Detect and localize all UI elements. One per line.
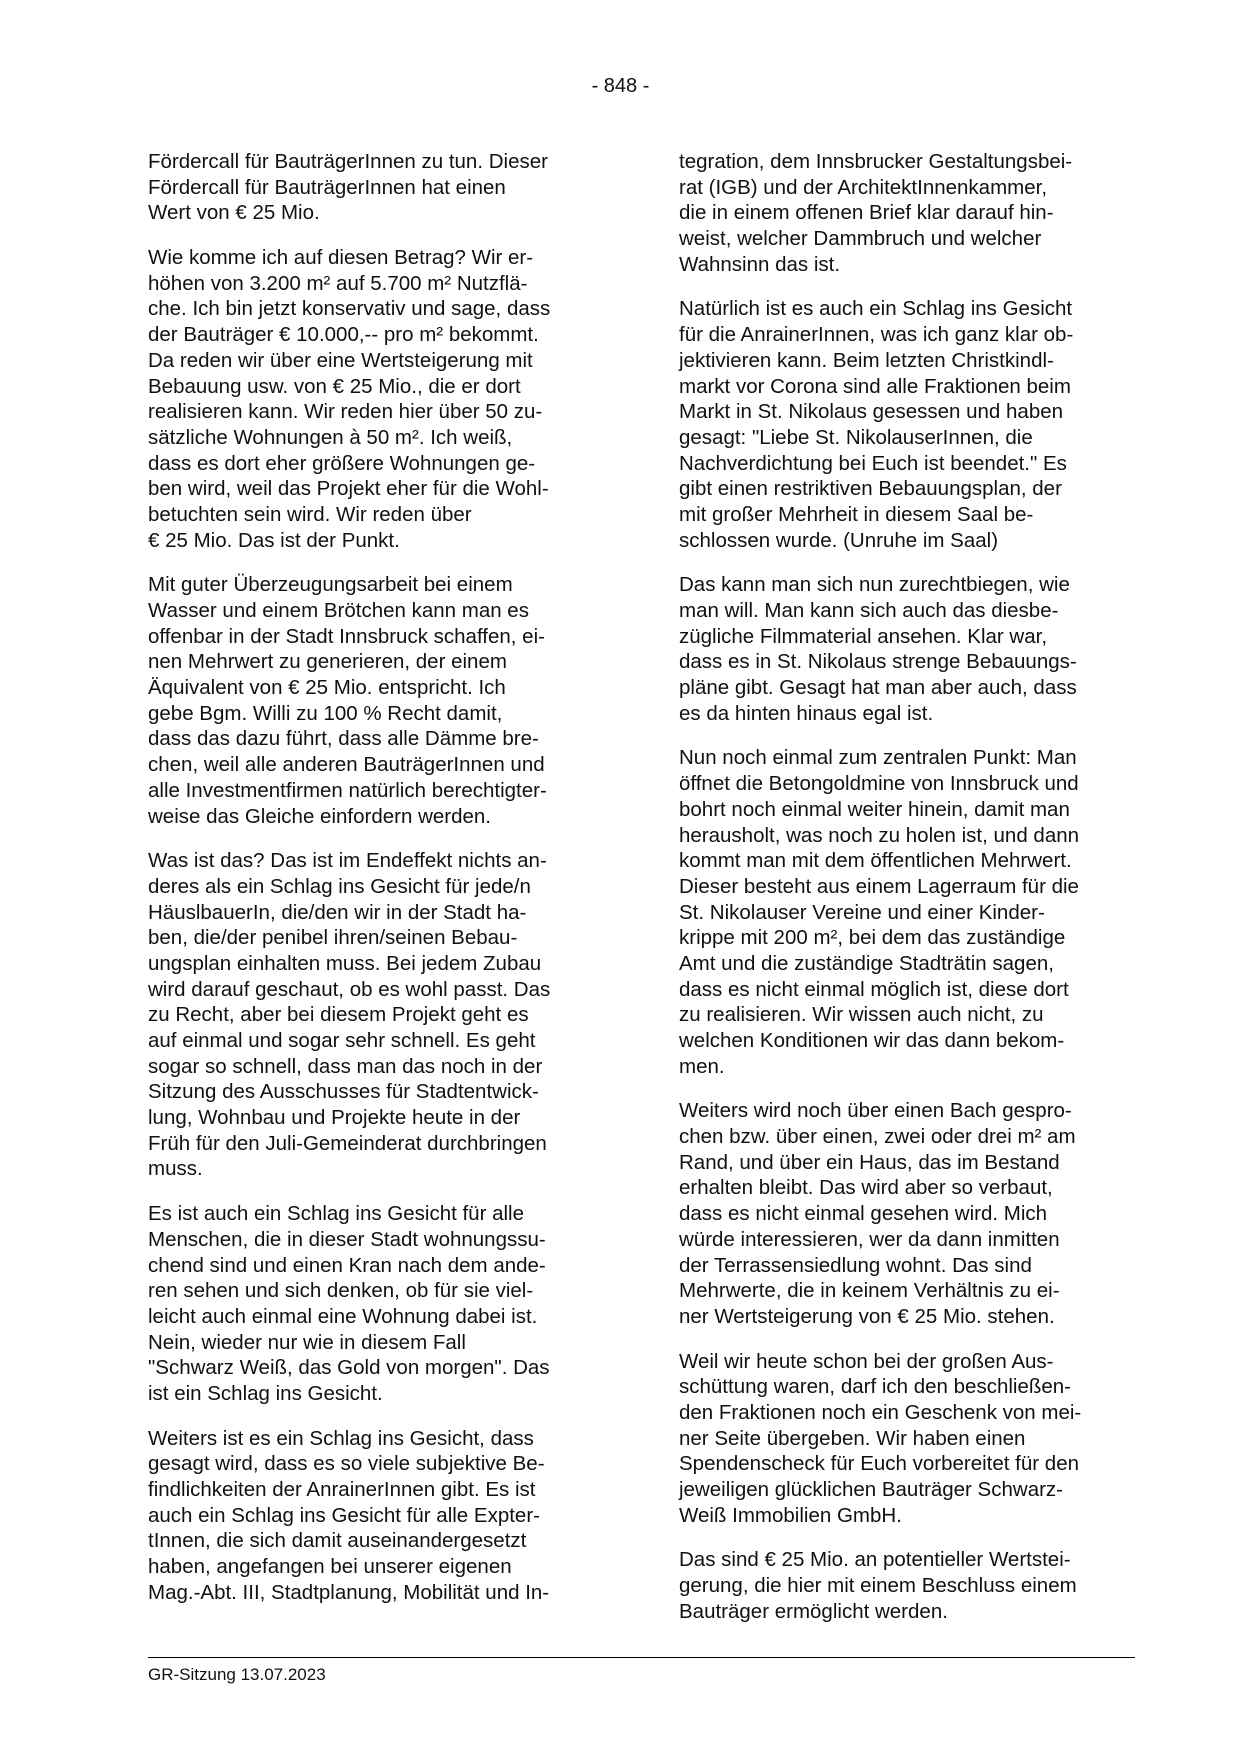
text-line: öffnet die Betongoldmine von Innsbruck und bbox=[679, 772, 1079, 796]
text-line: chend sind und einen Kran nach dem ande- bbox=[148, 1253, 546, 1277]
text-line: auch ein Schlag ins Gesicht für alle Expter- bbox=[148, 1503, 540, 1527]
text-line: dass es dort eher größere Wohnungen ge- bbox=[148, 451, 536, 475]
text-line: Sitzung des Ausschusses für Stadtentwick- bbox=[148, 1080, 539, 1104]
text-line: Mit guter Überzeugungsarbeit bei einem bbox=[148, 573, 513, 597]
text-line: Weiters wird noch über einen Bach gespro- bbox=[679, 1099, 1072, 1123]
text-line: chen bzw. über einen, zwei oder drei m² am bbox=[679, 1125, 1076, 1149]
text-line: ren sehen und sich denken, ob für sie viel- bbox=[148, 1279, 534, 1303]
footer-rule bbox=[148, 1657, 1135, 1658]
paragraph bbox=[148, 848, 618, 1182]
text-line: Amt und die zuständige Stadträtin sagen, bbox=[679, 951, 1054, 975]
text-line: ben wird, weil das Projekt eher für die Wohl- bbox=[148, 477, 549, 501]
text-line: gibt einen restriktiven Bebauungsplan, der bbox=[679, 477, 1062, 501]
text-line: Wahnsinn das ist. bbox=[679, 252, 841, 276]
text-line: man will. Man kann sich auch das diesbe- bbox=[679, 599, 1059, 622]
text-line: Es ist auch ein Schlag ins Gesicht für alle bbox=[148, 1202, 525, 1226]
text-line: "Schwarz Weiß, das Gold von morgen". Das bbox=[148, 1356, 550, 1380]
text-line: schüttung waren, darf ich den beschließen- bbox=[679, 1375, 1072, 1399]
text-line: Menschen, die in dieser Stadt wohnungssu- bbox=[148, 1227, 546, 1251]
text-line: höhen von 3.200 m² auf 5.700 m² Nutzflä- bbox=[148, 271, 528, 295]
text-line: sogar so schnell, dass man das noch in der bbox=[148, 1054, 543, 1078]
text-line: jeweiligen glücklichen Bauträger Schwarz- bbox=[679, 1478, 1063, 1501]
text-line: wird darauf geschaut, ob es wohl passt. Das bbox=[148, 977, 551, 1001]
text-line: ner Wertsteigerung von € 25 Mio. stehen. bbox=[679, 1304, 1055, 1328]
text-line: ungsplan einhalten muss. Bei jedem Zubau bbox=[148, 951, 542, 975]
text-line: Bauträger ermöglicht werden. bbox=[679, 1599, 948, 1623]
text-line: der Bauträger € 10.000,-- pro m² bekommt. bbox=[148, 323, 539, 347]
text-line: gebe Bgm. Willi zu 100 % Recht damit, bbox=[148, 701, 503, 725]
text-line: für die AnrainerInnen, was ich ganz klar ob- bbox=[679, 323, 1074, 347]
paragraph bbox=[148, 1201, 618, 1407]
text-line: Fördercall für BauträgerInnen zu tun. Dieser bbox=[148, 150, 548, 173]
text-line: offenbar in der Stadt Innsbruck schaffen, ei- bbox=[148, 624, 545, 648]
text-line: dass es nicht einmal gesehen wird. Mich bbox=[679, 1202, 1048, 1226]
text-line: erhalten bleibt. Das wird aber so verbaut, bbox=[679, 1176, 1053, 1200]
text-line: Fördercall für BauträgerInnen hat einen bbox=[148, 175, 506, 199]
text-line: alle Investmentfirmen natürlich berechtigter- bbox=[148, 778, 547, 802]
text-line: leicht auch einmal eine Wohnung dabei ist. bbox=[148, 1304, 538, 1328]
paragraph bbox=[148, 572, 618, 829]
paragraph bbox=[679, 745, 1149, 1079]
text-line: Das sind € 25 Mio. an potentieller Wertstei- bbox=[679, 1548, 1071, 1572]
text-line: Mag.-Abt. III, Stadtplanung, Mobilität und In- bbox=[148, 1580, 550, 1604]
text-line: gerung, die hier mit einem Beschluss einem bbox=[679, 1574, 1077, 1598]
text-line: betuchten sein wird. Wir reden über bbox=[148, 502, 472, 526]
text-line: deres als ein Schlag ins Gesicht für jede/n bbox=[148, 874, 531, 898]
text-line: jektivieren kann. Beim letzten Christkindl- bbox=[679, 348, 1054, 372]
text-line: men. bbox=[679, 1054, 725, 1078]
footer-text: GR-Sitzung 13.07.2023 bbox=[148, 1665, 326, 1684]
paragraph bbox=[148, 245, 618, 553]
text-line: Wasser und einem Brötchen kann man es bbox=[148, 599, 529, 622]
text-line: Rand, und über ein Haus, das im Bestand bbox=[679, 1150, 1060, 1174]
text-line: muss. bbox=[148, 1157, 203, 1181]
text-line: dass es nicht einmal möglich ist, diese dort bbox=[679, 977, 1069, 1001]
text-line: den Fraktionen noch ein Geschenk von mei- bbox=[679, 1400, 1082, 1424]
paragraph bbox=[679, 149, 1149, 277]
text-line: Was ist das? Das ist im Endeffekt nichts an- bbox=[148, 849, 547, 873]
text-line: rat (IGB) und der ArchitektInnenkammer, bbox=[679, 175, 1048, 199]
paragraph bbox=[679, 572, 1149, 726]
text-line: Früh für den Juli-Gemeinderat durchbringen bbox=[148, 1131, 547, 1155]
text-line: Wie komme ich auf diesen Betrag? Wir er- bbox=[148, 246, 534, 270]
text-line: krippe mit 200 m², bei dem das zuständige bbox=[679, 926, 1066, 950]
text-line: auf einmal und sogar sehr schnell. Es geht bbox=[148, 1029, 536, 1052]
text-line: Wert von € 25 Mio. bbox=[148, 201, 320, 225]
text-line: markt vor Corona sind alle Fraktionen beim bbox=[679, 374, 1071, 398]
text-line: es da hinten hinaus egal ist. bbox=[679, 701, 934, 725]
left-column bbox=[148, 149, 618, 1624]
paragraph bbox=[679, 1098, 1149, 1329]
text-line: die in einem offenen Brief klar darauf hin- bbox=[679, 201, 1054, 225]
text-line: ben, die/der penibel ihren/seinen Bebau- bbox=[148, 926, 518, 950]
text-line: weise das Gleiche einfordern werden. bbox=[148, 804, 491, 828]
paragraph bbox=[148, 1426, 618, 1606]
text-line: findlichkeiten der AnrainerInnen gibt. Es ist bbox=[148, 1478, 536, 1501]
text-line: zügliche Filmmaterial ansehen. Klar war, bbox=[679, 624, 1048, 648]
paragraph bbox=[679, 296, 1149, 553]
text-line: Natürlich ist es auch ein Schlag ins Gesicht bbox=[679, 297, 1073, 321]
paragraph bbox=[679, 1349, 1149, 1529]
text-line: würde interessieren, wer da dann inmitten bbox=[679, 1227, 1060, 1251]
text-line: tInnen, die sich damit auseinandergesetzt bbox=[148, 1529, 527, 1553]
text-line: der Terrassensiedlung wohnt. Das sind bbox=[679, 1253, 1032, 1277]
text-line: schlossen wurde. (Unruhe im Saal) bbox=[679, 528, 999, 552]
text-line: Markt in St. Nikolaus gesessen und haben bbox=[679, 400, 1064, 424]
text-line: ist ein Schlag ins Gesicht. bbox=[148, 1381, 383, 1405]
text-line: kommt man mit dem öffentlichen Mehrwert. bbox=[679, 849, 1072, 873]
text-line: realisieren kann. Wir reden hier über 50 zu- bbox=[148, 400, 543, 424]
text-line: HäuslbauerIn, die/den wir in der Stadt ha- bbox=[148, 900, 527, 924]
text-line: herausholt, was noch zu holen ist, und dann bbox=[679, 823, 1080, 847]
paragraph bbox=[679, 1547, 1149, 1624]
text-line: € 25 Mio. Das ist der Punkt. bbox=[148, 528, 400, 552]
text-line: nen Mehrwert zu generieren, der einem bbox=[148, 650, 507, 674]
text-line: zu realisieren. Wir wissen auch nicht, zu bbox=[679, 1003, 1044, 1027]
text-line: Weiß Immobilien GmbH. bbox=[679, 1503, 902, 1527]
text-line: tegration, dem Innsbrucker Gestaltungsbei- bbox=[679, 150, 1073, 173]
text-line: Bebauung usw. von € 25 Mio., die er dort bbox=[148, 374, 521, 398]
text-line: zu Recht, aber bei diesem Projekt geht es bbox=[148, 1003, 529, 1027]
text-line: Weiters ist es ein Schlag ins Gesicht, dass bbox=[148, 1426, 534, 1450]
text-line: Das kann man sich nun zurechtbiegen, wie bbox=[679, 573, 1070, 597]
text-line: chen, weil alle anderen BauträgerInnen und bbox=[148, 753, 545, 777]
text-line: Äquivalent von € 25 Mio. entspricht. Ich bbox=[148, 676, 506, 700]
text-line: Mehrwerte, die in keinem Verhältnis zu ei- bbox=[679, 1279, 1060, 1303]
text-line: Nun noch einmal zum zentralen Punkt: Man bbox=[679, 746, 1077, 770]
text-line: Spendenscheck für Euch vorbereitet für den bbox=[679, 1452, 1079, 1476]
text-line: St. Nikolauser Vereine und einer Kinder- bbox=[679, 900, 1045, 924]
text-line: haben, angefangen bei unserer eigenen bbox=[148, 1555, 512, 1579]
text-line: mit großer Mehrheit in diesem Saal be- bbox=[679, 502, 1034, 526]
text-line: lung, Wohnbau und Projekte heute in der bbox=[148, 1106, 521, 1130]
text-line: sätzliche Wohnungen à 50 m². Ich weiß, bbox=[148, 425, 513, 449]
text-line: Da reden wir über eine Wertsteigerung mit bbox=[148, 348, 533, 372]
text-line: gesagt: "Liebe St. NikolauserInnen, die bbox=[679, 425, 1033, 449]
text-line: che. Ich bin jetzt konservativ und sage, dass bbox=[148, 297, 551, 321]
text-line: gesagt wird, dass es so viele subjektive Be- bbox=[148, 1452, 545, 1476]
text-line: Nein, wieder nur wie in diesem Fall bbox=[148, 1330, 466, 1354]
text-line: weist, welcher Dammbruch und welcher bbox=[679, 227, 1042, 251]
text-line: Nachverdichtung bei Euch ist beendet." Es bbox=[679, 451, 1067, 475]
text-line: dass das dazu führt, dass alle Dämme bre- bbox=[148, 727, 539, 751]
text-line: pläne gibt. Gesagt hat man aber auch, dass bbox=[679, 676, 1077, 700]
text-line: ner Seite übergeben. Wir haben einen bbox=[679, 1426, 1026, 1450]
text-line: Dieser besteht aus einem Lagerraum für die bbox=[679, 874, 1079, 898]
paragraph bbox=[148, 149, 618, 226]
right-column bbox=[679, 149, 1149, 1643]
text-line: bohrt noch einmal weiter hinein, damit man bbox=[679, 797, 1070, 821]
text-line: dass es in St. Nikolaus strenge Bebauungs- bbox=[679, 650, 1077, 674]
text-line: welchen Konditionen wir das dann bekom- bbox=[679, 1029, 1065, 1052]
page-number: - 848 - bbox=[591, 75, 650, 97]
text-line: Weil wir heute schon bei der großen Aus- bbox=[679, 1349, 1054, 1373]
